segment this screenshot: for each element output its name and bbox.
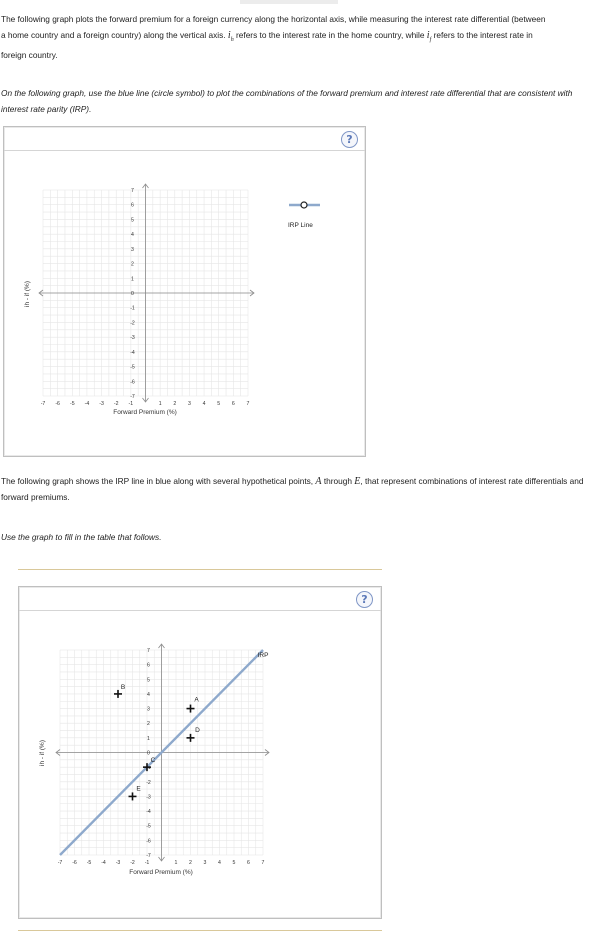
y-tick-label: 3 [131,246,134,253]
y-tick-label: 0 [131,291,134,297]
x-tick-label: 3 [187,401,191,407]
gold-divider-top [18,569,382,570]
x-tick-label: -5 [69,401,75,407]
x-tick-label: 6 [231,401,235,407]
y-tick-label: -1 [130,305,135,312]
second-paragraph: The following graph shows the IRP line in blue along with several hypothetical points, A through E, that represent combinations of interest rate differentials and forward premiums. [1,476,584,502]
instruction-text: On the following graph, use the blue line (circle symbol) to plot the combinations of the forward premium and interest rate differential that are consistent with interest rate parity (IRP). [1,88,573,114]
x-tick-label: 3 [203,860,207,866]
x-tick-label: -2 [130,860,135,866]
x-tick-label: 1 [158,401,162,407]
x-tick-label: 1 [174,860,178,866]
x-tick-label: 5 [217,401,221,407]
gold-divider-bottom [18,930,382,931]
y-tick-label: -6 [146,838,151,845]
x-tick-label: -6 [72,860,77,866]
y-tick-label: 7 [131,188,134,194]
legend-label: IRP Line [288,222,313,229]
x-tick-label: 7 [261,860,265,866]
y-tick-label: 3 [147,706,150,713]
intro-line-1: The following graph plots the forward premium for a foreign currency along the horizontal axis, while measuring the interest rate differential (between [1,14,546,24]
x-tick-label: -4 [84,401,90,407]
x-tick-label: -1 [144,860,150,866]
x-tick-label: -6 [55,401,60,407]
point-label-d: D [195,726,200,734]
x-tick-label: 6 [247,860,250,866]
y-tick-label: -7 [130,394,135,400]
x-tick-label: -7 [40,401,46,407]
y-tick-label: 2 [147,721,150,728]
point-label-c: C [150,757,156,765]
y-tick-label: -4 [146,809,151,816]
graph1-y-axis-label: ih - if (%) [24,281,31,307]
y-tick-label: -2 [130,320,135,327]
y-tick-label: -6 [130,379,135,386]
y-tick-label: -3 [130,335,135,342]
table-instruction: Use the graph to fill in the table that follows. [1,532,162,542]
x-tick-label: -5 [86,860,92,866]
y-tick-label: 5 [147,677,150,684]
x-tick-label: -3 [99,401,104,407]
x-tick-label: -4 [101,860,106,866]
y-tick-label: -5 [146,823,151,830]
x-tick-label: 4 [218,860,221,866]
x-tick-label: -1 [128,401,134,407]
y-tick-label: -3 [146,794,151,801]
help-icon[interactable]: ? [356,591,373,608]
x-tick-label: 7 [246,401,250,407]
y-tick-label: 1 [131,276,134,283]
y-tick-label: -5 [130,364,135,371]
y-tick-label: -1 [146,765,151,772]
y-tick-label: -4 [130,349,135,356]
irp-line-legend-tool[interactable] [289,202,320,208]
y-tick-label: 4 [147,691,150,698]
y-tick-label: 1 [147,735,150,742]
y-tick-label: -2 [146,779,151,786]
graph2-x-axis-label: Forward Premium (%) [129,869,193,876]
legend-circle-icon[interactable] [301,202,307,208]
x-tick-label: -7 [57,860,63,866]
y-tick-label: 6 [131,202,134,209]
x-tick-label: 2 [173,401,177,407]
y-tick-label: 6 [147,662,150,669]
y-tick-label: -7 [146,853,151,859]
irp-series-label: IRP [257,652,269,659]
x-tick-label: 2 [189,860,192,866]
x-tick-label: 5 [232,860,236,866]
x-tick-label: 4 [202,401,206,407]
x-tick-label: -2 [113,401,119,407]
y-tick-label: 4 [131,232,134,239]
y-tick-label: 7 [147,648,150,654]
graph2-y-axis-label: ih - if (%) [39,740,46,766]
intro-line-3: foreign country. [1,50,58,60]
points-graph-panel [18,586,382,919]
point-label-e: E [136,785,141,793]
panel-header-divider [19,610,381,611]
help-icon[interactable]: ? [341,131,358,148]
x-tick-label: -3 [115,860,121,866]
point-label-b: B [120,683,126,691]
graph1-axes [39,184,254,402]
intro-line-2: a home country and a foreign country) along the vertical axis. $i_h$ refers to the interest rate in the home country, while $i_f$ refers to the interest rate in [1,29,533,43]
graph1-x-axis-label: Forward Premium (%) [113,409,177,416]
y-tick-label: 2 [131,261,134,268]
y-tick-label: 5 [131,217,134,224]
point-label-a: A [194,696,199,704]
y-tick-label: 0 [147,750,150,757]
